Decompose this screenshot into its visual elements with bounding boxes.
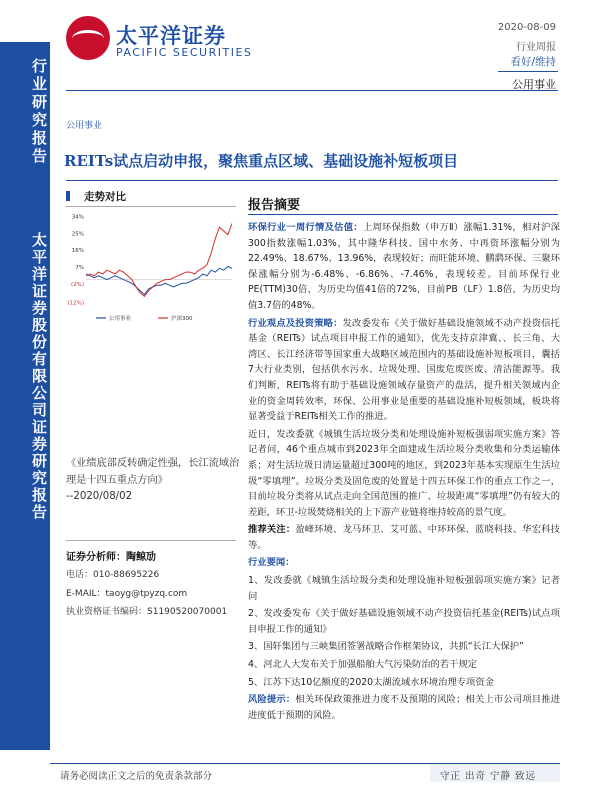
paragraph-market: [248, 220, 560, 314]
y-tick-label: 16%: [71, 248, 84, 255]
lead-market: 环保行业一周行情及估值：: [248, 222, 363, 233]
text-waste: 近日，发改委就《城镇生活垃圾分类和处理设施补短板强弱项实施方案》答记者问，46个重点城市到2023年全面建成生活垃圾分类收集和分类运输体系；对生活垃圾日清运量超过300吨的地区，到2023年基本实现原生生活垃圾“零填埋”。垃圾分类及固危废的处置是十四五环保工作的重点工作之一，目前垃圾分类将从试点走向全国范围的推广、垃圾距离“零填埋”仍有较大的差距，环卫-垃圾焚烧相关的上下游产业链将维持较高的景气度。: [248, 428, 560, 518]
legend-label: 沪深300: [171, 316, 193, 322]
paragraph-news-lead: [248, 555, 560, 571]
analyst-email[interactable]: E-MAIL：taoyg@tpyzq.com: [66, 589, 188, 599]
analyst-phone: 电话：010-88695226: [66, 570, 160, 580]
y-tick-label: 7%: [75, 264, 84, 271]
paragraph-waste: [248, 427, 560, 521]
paragraph-risk: [248, 692, 560, 723]
trend-header: [66, 188, 236, 206]
page-title: REITs试点启动申报，聚焦重点区域、基础设施补短板项目: [64, 152, 459, 170]
header-divider: [498, 71, 558, 72]
summary-rule: [248, 214, 558, 215]
news-item: 3、国轩集团与三峡集团签署战略合作框架协议，共抓“长江大保护”: [248, 641, 524, 653]
news-item: 1、发改委就《城镇生活垃圾分类和处理设施补短板强弱项实施方案》记者问: [248, 575, 560, 602]
legend-label: 公用事业: [109, 316, 132, 322]
related-report-quote: 《业绩底部反转确定性强，长江流域治理是十四五重点方向》: [66, 458, 240, 486]
category-label: 公用事业: [66, 121, 103, 131]
title-rule: [66, 180, 558, 181]
report-type: 行业周报: [516, 42, 556, 53]
trend-marker-icon: [66, 191, 70, 201]
analyst-cert: 执业资格证书编码：S1190520070001: [66, 607, 228, 617]
text-recommend: 盈峰环境、龙马环卫、艾可蓝、中环环保、蓝晓科技、华宏科技等。: [248, 524, 560, 551]
logo-text-en: PACIFIC SECURITIES: [116, 46, 253, 59]
paragraph-strategy: [248, 316, 560, 425]
trend-chart: [66, 210, 236, 330]
lead-recommend: 推荐关注：: [248, 524, 296, 536]
lead-strategy: 行业观点及投资策略：: [248, 317, 343, 329]
header-rule: [66, 90, 558, 91]
analyst-name: 证券分析师：陶鲸劢: [66, 552, 156, 563]
y-tick-label: 25%: [71, 231, 84, 238]
y-tick-label: 34%: [71, 214, 84, 221]
lead-risk: 风险提示：: [248, 694, 296, 706]
text-risk: 相关环保政策推进力度不及预期的风险；相关上市公司项目推进进度低于预期的风险。: [248, 694, 560, 721]
footer-motto: 守正 出奇 宁静 致远: [440, 771, 537, 782]
analyst-rule: [66, 540, 236, 541]
text-strategy: 发改委发布《关于做好基础设施领域不动产投资信托基金（REITs）试点项目申报工作的通知》，优先支持京津冀、、长三角、大湾区、长江经济带等国家重大战略区域范围内的基础设施补短板项目，囊括7大行业类别，包括供水污水、垃圾处理、国废危废医废、清洁能源等。我们判断，REITs将有助于基础设施领域存量资产的盘活，提升相关领域内企业的资金周转效率，环保、公用事业是重要的基础设施补短板领域，板块将显著受益于REITs相关工作的推进。: [248, 317, 560, 423]
summary-body: [248, 220, 560, 725]
trend-label: 走势对比: [84, 191, 126, 203]
rating: 看好/维持: [510, 56, 556, 68]
paragraph-recommend: [248, 522, 560, 553]
y-tick-label: (2%): [70, 281, 84, 288]
logo-wave-icon: [72, 30, 104, 47]
sidebar-label-report: 行业研究报告: [30, 58, 48, 166]
y-tick-label: (12%): [67, 300, 84, 307]
logo-text-cn: 太平洋证券: [116, 24, 226, 48]
trend-rule: [66, 206, 236, 207]
text-market: 上周环保指数（申万Ⅱ）涨幅1.31%，相对沪深300指数涨幅1.03%，其中隆华科技、国中水务、中再资环涨幅分别为22.49%、18.67%、13.96%，表现较好；而旺能环境、鹏鹞环保、三聚环保涨幅分别为-6.48%、-6.86%、-7.46%，表现较差。目前环保行业PE(TTM)30倍，为历史均值41倍的72%，目前PB（LF）1.8倍，为历史均值3.7倍的48%。: [248, 222, 560, 311]
industry-label: 公用事业: [512, 78, 556, 91]
footer-disclaimer: 请务必阅读正文之后的免责条款部分: [60, 771, 213, 782]
summary-title: 报告摘要: [248, 198, 301, 213]
report-date: 2020-08-09: [497, 22, 556, 33]
lead-news: 行业要闻：: [248, 557, 295, 569]
news-item: 2、发改委发布《关于做好基础设施领域不动产投资信托基金(REITs)试点项目申报工作的通知》: [248, 608, 560, 635]
news-item: 4、河北人大发布关于加强船舶大气污染防治的若干规定: [248, 659, 478, 671]
news-item: 5、江苏下达10亿额度的2020太湖流域水环境治理专项资金: [248, 676, 494, 688]
sidebar-label-company: 太平洋证券股份有限公司证券研究报告: [30, 232, 48, 521]
related-report-date: --2020/08/02: [66, 491, 133, 502]
